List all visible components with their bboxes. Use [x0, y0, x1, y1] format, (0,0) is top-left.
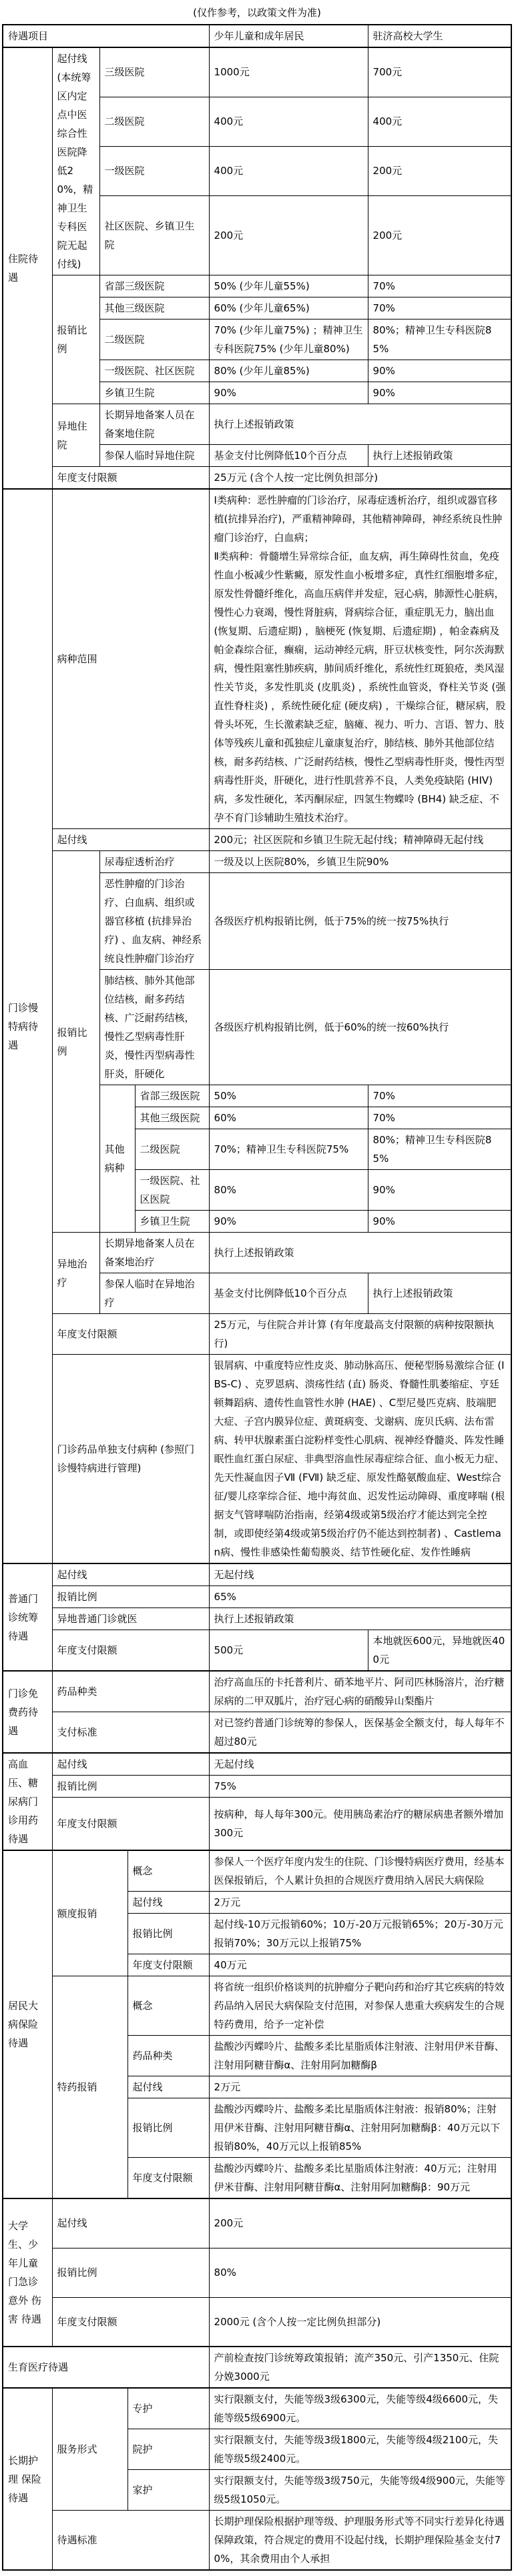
table-row — [3, 851, 511, 873]
row-label: 起付线 — [127, 1892, 209, 1914]
row-label: 一级医院、社区医院 — [99, 360, 209, 382]
row-label: 其他病种 — [99, 1085, 135, 1233]
section-label-chronic: 门诊慢特病待遇 — [3, 489, 52, 1563]
row-label: 省部三级医院 — [99, 275, 209, 297]
cell-value: 基金支付比例降低10个百分点 — [209, 1273, 368, 1314]
table-row — [3, 1233, 511, 1273]
section-label-long-term-care: 长期护理 保险 待遇 — [3, 2388, 52, 2570]
cell-value: 实行限额支付，失能等级3级1800元，失能等级4级2100元，失能等级5级2400元。 — [209, 2429, 511, 2470]
cell-value: 80% (少年儿童85%) — [209, 360, 368, 382]
cell-value: 参保人一个医疗年度内发生的住院、门诊慢特病医疗费用，经基本医保报销后，个人累计负担的合规医疗费用纳入居民大病保险 — [209, 1850, 511, 1892]
row-label: 药品种类 — [127, 2036, 209, 2076]
row-label: 院护 — [127, 2429, 209, 2470]
row-label: 专护 — [127, 2388, 209, 2429]
cell-value: 80%；精神卫生专科医院85% — [368, 1129, 511, 1170]
cell-value: 200元 — [209, 2198, 511, 2248]
cell-value: 本地就医600元，异地就医400元 — [368, 1630, 511, 1672]
cell-value: 一级及以上医院80%，乡镇卫生院90% — [209, 851, 511, 873]
cell-value: 25万元，与住院合并计算 (有年度最高支付限额的病种按限额执行) — [209, 1314, 511, 1355]
row-label: 概念 — [127, 1850, 209, 1892]
cell-value: 盐酸沙丙蝶呤片、盐酸多柔比星脂质体注射液、注射用伊米苷酶、注射用阿糖苷酶α、注射用阿加糖酶β — [209, 2036, 511, 2076]
table-row — [3, 1671, 511, 1712]
cell-value: 70% — [368, 297, 511, 319]
table-row — [3, 467, 511, 490]
table-row — [3, 1563, 511, 1586]
table-row — [3, 275, 511, 297]
row-label: 一级医院 — [99, 146, 209, 195]
row-label: 报销比例 — [52, 1776, 209, 1798]
disease-class1: Ⅰ类病种：恶性肿瘤的门诊治疗，尿毒症透析治疗，组织或器官移植(抗排异治疗)，严重精神障碍，其他精神障碍，神经系统良性肿瘤门诊治疗，白血病； — [214, 494, 503, 544]
cell-value: 200元；社区医院和乡镇卫生院无起付线；精神障碍无起付线 — [209, 829, 511, 851]
cell-value: 2万元 — [209, 2076, 511, 2098]
cell-value: 90% — [368, 1211, 511, 1233]
row-label: 长期异地备案人员在备案地住院 — [99, 404, 209, 445]
cell-value: 70% — [368, 1085, 511, 1107]
cell-value: 90% — [368, 360, 511, 382]
row-label: 肺结核、肺外其他部位结核，耐多药结核、广泛耐药结核，慢性乙型病毒性肝炎，慢性丙型病毒性肝炎，肝硬化 — [99, 970, 209, 1085]
disease-class2: Ⅱ类病种：骨髓增生异常综合征，血友病，再生障碍性贫血，免疫性血小板减少性紫癜，原发性血小板增多症，真性红细胞增多症，原发性骨髓纤维化，高血压病伴并发症，冠心病，肺源性心脏病，慢性心力衰竭，慢性肾脏病，肾病综合征，重症肌无力，脑出血 (恢复期、后遗症期) ，脑梗死 (恢复期、后遗症期) ，帕金森病及帕金森综合征，癫痫，运动神经元病，肝豆状核变性，阿尔茨海默病，慢性阻塞性肺疾病，肺间质纤维化，系统性红斑狼疮，类风湿性关节炎，多发性肌炎 (皮肌炎) ，系统性血管炎，脊柱关节炎 (强直性脊柱炎) ，系统性硬化症 (硬皮病) ，干燥综合征，糖尿病，股骨头坏死，生长激素缺乏症，脑瘫、视力、听力、言语、智力、肢体等残疾儿童和孤独症儿童康复治疗，肺结核、肺外其他部位结核，耐多药结核、广泛耐药结核，慢性乙型病毒性肝炎，慢性丙型病毒性肝炎，肝硬化，进行性肌营养不良，人类免疫缺陷 (HIV) 病，多发性硬化，苯丙酮尿症，四氢生物蝶呤 (BH4) 缺乏症、不孕不育门诊辅助生殖技术治疗。 — [214, 550, 506, 824]
row-label: 年度支付限额 — [127, 2158, 209, 2199]
row-label: 一级医院、社区医院 — [135, 1170, 209, 1211]
row-label: 报销比例 — [52, 2248, 209, 2297]
cell-value: 执行上述报销政策 — [368, 1273, 511, 1314]
cell-value: 60% (少年儿童65%) — [209, 297, 368, 319]
table-row — [3, 1712, 511, 1754]
row-label: 长期异地备案人员在备案地治疗 — [99, 1233, 209, 1273]
row-label: 省部三级医院 — [135, 1085, 209, 1107]
section-label-student-accident: 大学生、少年儿童门急诊意外 伤害 待遇 — [3, 2198, 52, 2347]
cell-value: 80% — [209, 1170, 368, 1211]
cell-value: 400元 — [209, 146, 368, 195]
cell-value: 2万元 — [209, 1892, 511, 1914]
row-label: 异地普通门诊就医 — [52, 1608, 209, 1630]
table-row — [3, 1314, 511, 1355]
table-row — [3, 1976, 511, 2036]
table-row — [3, 1630, 511, 1672]
row-label: 起付线 — [127, 2076, 209, 2098]
cell-value: 50% — [209, 1085, 368, 1107]
row-label: 年度支付限额 — [52, 1314, 209, 1355]
row-label: 异地治疗 — [52, 1233, 99, 1314]
table-row — [3, 47, 511, 97]
row-label: 报销比例 — [127, 1914, 209, 1954]
row-label: 年度支付限额 — [52, 1798, 209, 1851]
section-label-maternity: 生育医疗待遇 — [3, 2347, 209, 2388]
cell-value — [209, 489, 511, 829]
row-label: 年度支付限额 — [52, 1630, 209, 1672]
cell-value: 400元 — [368, 97, 511, 146]
row-label: 二级医院 — [99, 319, 209, 360]
header-row — [3, 25, 511, 47]
cell-value: 50% (少年儿童55%) — [209, 275, 368, 297]
table-row — [3, 2198, 511, 2248]
row-label: 门诊药品单独支付病种 (参照门诊慢特病进行管理) — [52, 1355, 209, 1564]
cell-value: 执行上述报销政策 — [209, 1233, 511, 1273]
row-label: 病种范围 — [52, 489, 209, 829]
row-label: 额度报销 — [52, 1850, 127, 1976]
cell-value: 无起付线 — [209, 1563, 511, 1586]
row-label: 报销比例 — [52, 851, 99, 1233]
table-row — [3, 1798, 511, 1851]
cell-value: 起付线-10万元报销60%；10万-20万元报销65%；20万-30万元报销70%；30万元以上报销75% — [209, 1914, 511, 1954]
row-label: 起付线 — [52, 1753, 209, 1776]
row-label: 恶性肿瘤的门诊治疗、白血病、组织或器官移植 (抗排异治疗) 、血友病、神经系统良性肿瘤门诊治疗 — [99, 873, 209, 970]
section-label-major-illness: 居民大病保险待遇 — [3, 1850, 52, 2198]
benefits-table — [2, 24, 512, 2571]
header-student: 驻济高校大学生 — [368, 25, 511, 47]
cell-value: 各级医疗机构报销比例，低于75%的统一按75%执行 — [209, 873, 511, 970]
row-label: 起付线 — [52, 2198, 209, 2248]
row-label: 三级医院 — [99, 47, 209, 97]
cell-value: 实行限额支付，失能等级3级750元，失能等级4级900元，失能等级5级1050元。 — [209, 2470, 511, 2511]
table-row — [3, 1850, 511, 1892]
cell-value: 基金支付比例降低10个百分点 — [209, 445, 368, 467]
cell-value: 25万元 (含个人按一定比例负担部分) — [209, 467, 511, 490]
cell-value: 40万元 — [209, 1954, 511, 1976]
page-title: (仅作参考，以政策文件为准) — [193, 7, 321, 19]
section-label-general-outpatient: 普通门诊统筹待遇 — [3, 1563, 52, 1671]
row-label: 待遇标准 — [52, 2511, 209, 2571]
row-label: 概念 — [127, 1976, 209, 2036]
header-item: 待遇项目 — [3, 25, 209, 47]
row-label: 报销比例 — [52, 275, 99, 404]
row-label: 报销比例 — [127, 2098, 209, 2158]
row-label: 异地住院 — [52, 404, 99, 467]
table-row — [3, 1753, 511, 1776]
row-label: 年度支付限额 — [52, 467, 209, 490]
row-label: 年度支付限额 — [127, 1954, 209, 1976]
cell-value: 90% — [209, 382, 368, 404]
cell-value: 长期护理保险根据护理等级、护理服务形式等不同实行差异化待遇保障政策，符合规定的费用不设起付线，长期护理保险基金支付70%，其余费用由个人承担 — [209, 2511, 511, 2571]
row-label: 社区医院、乡镇卫生院 — [99, 195, 209, 275]
cell-value: 80%；精神卫生专科医院85% — [368, 319, 511, 360]
cell-value: 按病种，每人每年300元。使用胰岛素治疗的糖尿病患者额外增加300元 — [209, 1798, 511, 1851]
cell-value: 90% — [368, 1170, 511, 1211]
cell-value: 200元 — [368, 195, 511, 275]
cell-value: 70%；精神卫生专科医院75% — [209, 1129, 368, 1170]
cell-value: 1000元 — [209, 47, 368, 97]
cell-value: 70% — [368, 1107, 511, 1129]
table-row — [3, 829, 511, 851]
row-label: 其他三级医院 — [99, 297, 209, 319]
table-row — [3, 2388, 511, 2429]
row-label: 服务形式 — [52, 2388, 127, 2511]
cell-value: 200元 — [368, 146, 511, 195]
row-label: 二级医院 — [135, 1129, 209, 1170]
row-label: 起付线 — [52, 829, 209, 851]
cell-value: 盐酸沙丙蝶呤片、盐酸多柔比星脂质体注射液：报销80%；注射用伊米苷酶、注射用阿糖苷酶α、注射用阿加糖酶β：40万元以下报销80%，40万元以上报销85% — [209, 2098, 511, 2158]
cell-value: 90% — [209, 1211, 368, 1233]
cell-value: 65% — [209, 1586, 511, 1608]
table-row — [3, 2297, 511, 2347]
table-row — [3, 2248, 511, 2297]
row-label: 二级医院 — [99, 97, 209, 146]
row-label: 家护 — [127, 2470, 209, 2511]
cell-value: 各级医疗机构报销比例，低于60%的统一按60%执行 — [209, 970, 511, 1085]
cell-value: 实行限额支付，失能等级3级6300元，失能等级4级6600元，失能等级5级6900元。 — [209, 2388, 511, 2429]
table-row — [3, 2347, 511, 2388]
cell-value: 执行上述报销政策 — [209, 404, 511, 445]
row-label: 乡镇卫生院 — [135, 1211, 209, 1233]
table-row — [3, 1586, 511, 1608]
section-label-free-drugs: 门诊免费药待遇 — [3, 1671, 52, 1753]
cell-value: 无起付线 — [209, 1753, 511, 1776]
table-row — [3, 1355, 511, 1564]
cell-value: 70% — [368, 275, 511, 297]
row-label: 参保人临时异地住院 — [99, 445, 209, 467]
cell-value: 执行上述报销政策 — [209, 1608, 511, 1630]
cell-value: 75% — [209, 1776, 511, 1798]
table-row — [3, 404, 511, 445]
row-label: 报销比例 — [52, 1586, 209, 1608]
row-label: 年度支付限额 — [52, 2297, 209, 2347]
cell-value: 2000元 (含个人按一定比例负担部分) — [209, 2297, 511, 2347]
cell-value: 60% — [209, 1107, 368, 1129]
cell-value: 500元 — [209, 1630, 368, 1672]
table-row — [3, 2511, 511, 2571]
cell-value: 80% — [209, 2248, 511, 2297]
table-row — [3, 1776, 511, 1798]
cell-value: 治疗高血压的卡托普利片、硝苯地平片、阿司匹林肠溶片，治疗糖尿病的二甲双胍片，治疗冠心病的硝酸异山梨酯片 — [209, 1671, 511, 1712]
row-label: 参保人临时在异地治疗 — [99, 1273, 209, 1314]
cell-value: 70% (少年儿童75%) ；精神卫生专科医院75% (少年儿童80%) — [209, 319, 368, 360]
cell-value: 执行上述报销政策 — [368, 445, 511, 467]
table-row — [3, 489, 511, 829]
table-row — [3, 1608, 511, 1630]
row-label: 药品种类 — [52, 1671, 209, 1712]
row-label: 特药报销 — [52, 1976, 127, 2199]
section-label-hospitalization: 住院待遇 — [3, 47, 52, 489]
section-label-hypertension-diabetes: 高血压、糖尿病门诊用药待遇 — [3, 1753, 52, 1850]
cell-value: 对已签约普通门诊统筹的参保人，医保基金全额支付，每人每年不超过80元 — [209, 1712, 511, 1754]
cell-value: 将省统一组织价格谈判的抗肿瘤分子靶向药和治疗其它疾病的特效药品纳入居民大病保险支付范围，对参保人患重大疾病发生的合规特药费用，给予一定补偿 — [209, 1976, 511, 2036]
cell-value: 200元 — [209, 195, 368, 275]
header-resident: 少年儿童和成年居民 — [209, 25, 368, 47]
row-label: 尿毒症透析治疗 — [99, 851, 209, 873]
cell-value: 银屑病、中重度特应性皮炎、肺动脉高压、便秘型肠易激综合征 (IBS-C) 、克罗恩病、溃疡性结 (直) 肠炎、脊髓性肌萎缩症、亨廷顿舞蹈病、遗传性血管性水肿 (HAE) 、C型尼曼匹克病、肢端肥大症、子宫内膜异位症、黄斑病变、戈谢病、庞贝氏病、法布雷病、转甲状腺素蛋白淀粉样变性心肌病、视神经脊髓炎、阵发性睡眠性血红蛋白尿症、非典型溶血性尿毒症综合征、血小板无力症、先天性凝血因子Ⅶ (FⅦ) 缺乏症、原发性酪氨酸血症、West综合征/婴儿痉挛综合征、地中海贫血、迟发性运动障碍、重度哮喘 (根据支气管哮喘防治指南，经第4级或第5级治疗才能达到完全控制，或即使经第4级或第5级治疗仍不能达到控制者) 、Castleman病、慢性非感染性葡萄膜炎、结节性硬化症、发作性睡病 — [209, 1355, 511, 1564]
cell-value: 产前检查按门诊统筹政策报销；流产350元、引产1350元、住院分娩3000元 — [209, 2347, 511, 2388]
cell-value: 90% — [368, 382, 511, 404]
cell-value: 400元 — [209, 97, 368, 146]
row-label: 其他三级医院 — [135, 1107, 209, 1129]
cell-value: 盐酸沙丙蝶呤片、盐酸多柔比星脂质体注射液：40万元；注射用伊米苷酶、注射用阿糖苷酶α、注射用阿加糖酶β：90万元 — [209, 2158, 511, 2199]
cell-value: 700元 — [368, 47, 511, 97]
row-label: 起付线(本统筹区内定点中医综合性医院降低20%，精神卫生专科医院无起付线) — [52, 47, 99, 275]
row-label: 起付线 — [52, 1563, 209, 1586]
row-label: 支付标准 — [52, 1712, 209, 1754]
row-label: 乡镇卫生院 — [99, 382, 209, 404]
